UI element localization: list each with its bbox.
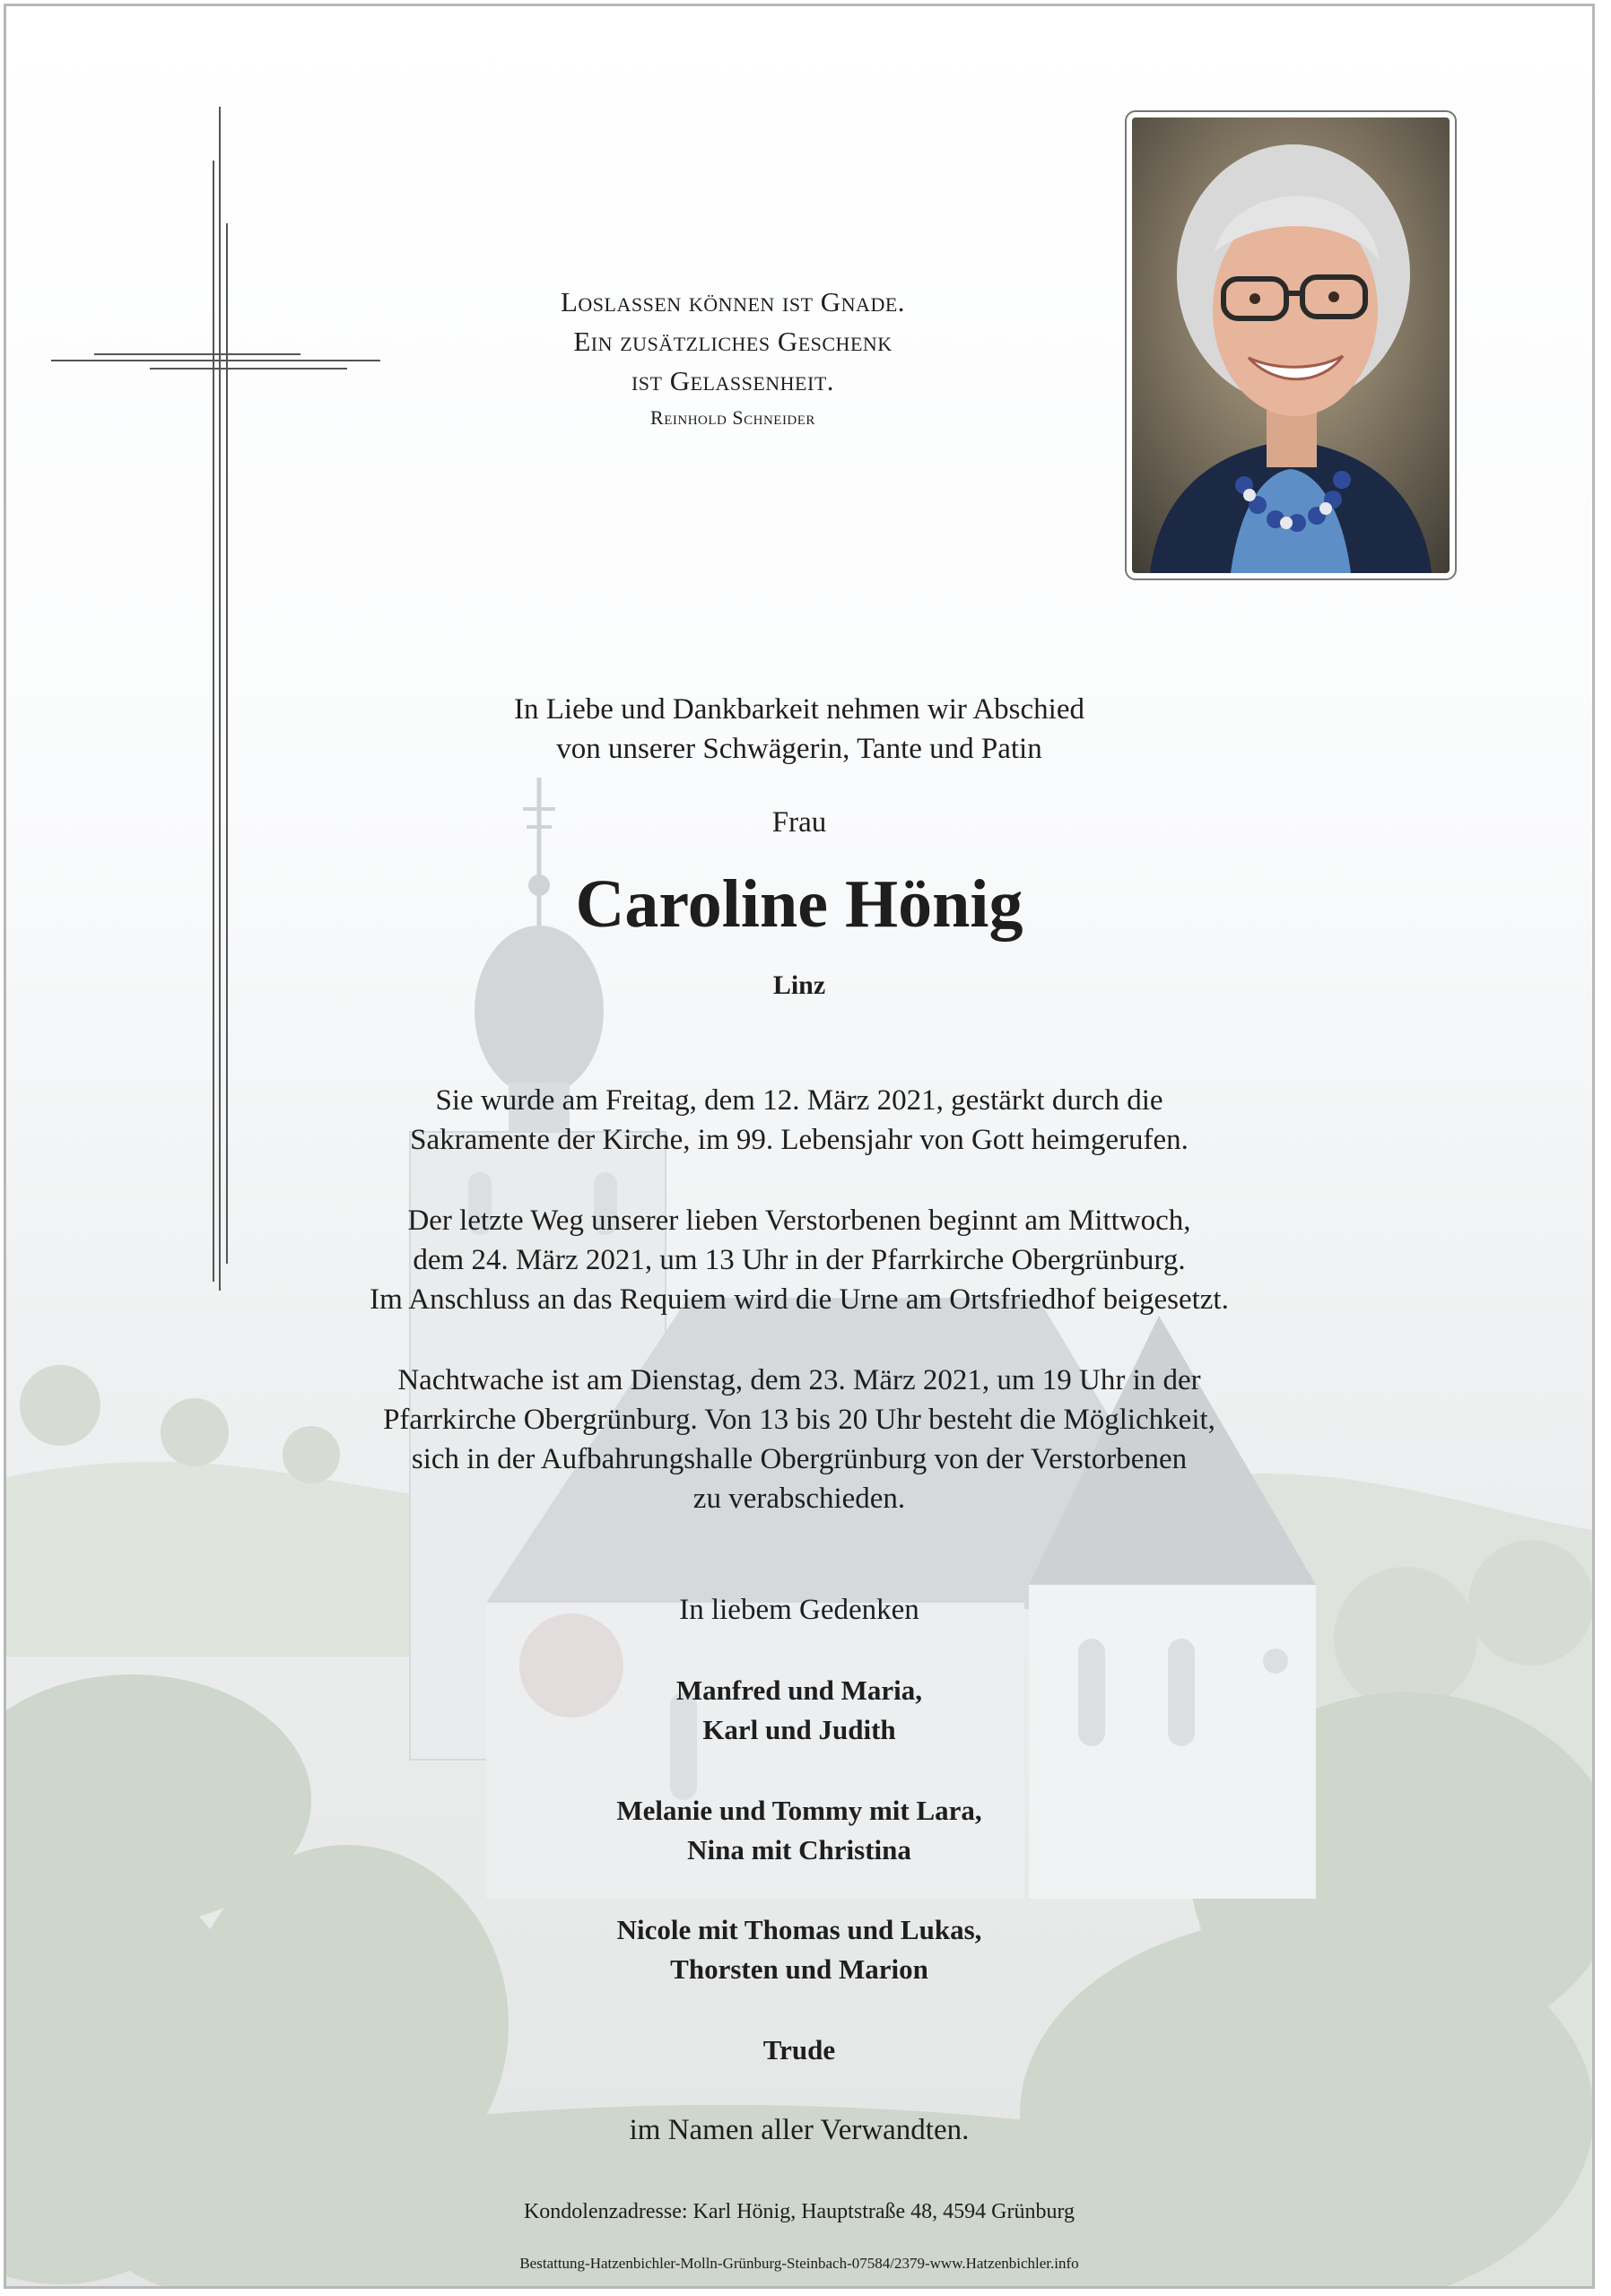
portrait-photo	[1132, 117, 1450, 573]
intro-text	[6, 690, 1592, 769]
paragraph-line: zu verabschieden.	[692, 1483, 906, 1515]
mourner-line: Trude	[762, 2034, 836, 2066]
mourner-group	[6, 1791, 1592, 1870]
memory-line: In liebem Gedenken	[679, 1594, 919, 1626]
intro-line: von unserer Schwägerin, Tante und Patin	[556, 733, 1042, 765]
mourner-line: Melanie und Tommy mit Lara,	[616, 1795, 982, 1826]
mourner-line: Nicole mit Thomas und Lukas,	[616, 1914, 982, 1945]
quote-line: Ein zusätzliches Geschenk	[573, 326, 893, 357]
death-paragraph	[6, 1081, 1592, 1160]
quote-line: Loslassen können ist Gnade.	[560, 286, 906, 317]
paragraph-line: Pfarrkirche Obergrünburg. Von 13 bis 20 Uhr besteht die Möglichkeit,	[383, 1404, 1215, 1436]
mourner-line: Manfred und Maria,	[675, 1674, 923, 1706]
paragraph-line: dem 24. März 2021, um 13 Uhr in der Pfarrkirche Obergrünburg.	[413, 1244, 1186, 1276]
quote-author: Reinhold Schneider	[650, 406, 815, 429]
obituary-page	[4, 4, 1595, 2289]
condolence-address: Kondolenzadresse: Karl Hönig, Hauptstraße 48, 4594 Grünburg	[523, 2200, 1075, 2223]
quote-line: ist Gelassenheit.	[631, 365, 835, 396]
deceased-name: Caroline Hönig	[575, 866, 1023, 942]
quote-block	[392, 283, 1074, 431]
paragraph-line: sich in der Aufbahrungshalle Obergrünburg von der Verstorbenen	[411, 1443, 1188, 1475]
mourner-group	[6, 2031, 1592, 2070]
paragraph-line: Sakramente der Kirche, im 99. Lebensjahr von Gott heimgerufen.	[410, 1124, 1189, 1156]
mourner-line: Karl und Judith	[702, 1714, 896, 1745]
deceased-place: Linz	[772, 970, 826, 1000]
intro-line: In Liebe und Dankbarkeit nehmen wir Abschied	[514, 693, 1084, 726]
salutation: Frau	[771, 806, 827, 839]
paragraph-line: Sie wurde am Freitag, dem 12. März 2021, gestärkt durch die	[435, 1084, 1163, 1117]
mourner-line: Thorsten und Marion	[670, 1953, 928, 1985]
portrait-frame	[1125, 110, 1457, 580]
relatives-line: im Namen aller Verwandten.	[629, 2114, 970, 2146]
mourner-group	[6, 1671, 1592, 1750]
paragraph-line: Nachtwache ist am Dienstag, dem 23. März 2021, um 19 Uhr in der	[397, 1364, 1201, 1396]
paragraph-line: Der letzte Weg unserer lieben Verstorbenen beginnt am Mittwoch,	[407, 1205, 1191, 1237]
mourner-line: Nina mit Christina	[687, 1834, 911, 1866]
funeral-home-footer: Bestattung-Hatzenbichler-Molln-Grünburg-Steinbach-07584/2379-www.Hatzenbichler.info	[519, 2255, 1079, 2272]
wake-paragraph	[6, 1361, 1592, 1518]
mourner-group	[6, 1910, 1592, 1989]
paragraph-line: Im Anschluss an das Requiem wird die Urne am Ortsfriedhof beigesetzt.	[370, 1283, 1229, 1316]
funeral-paragraph	[6, 1201, 1592, 1319]
